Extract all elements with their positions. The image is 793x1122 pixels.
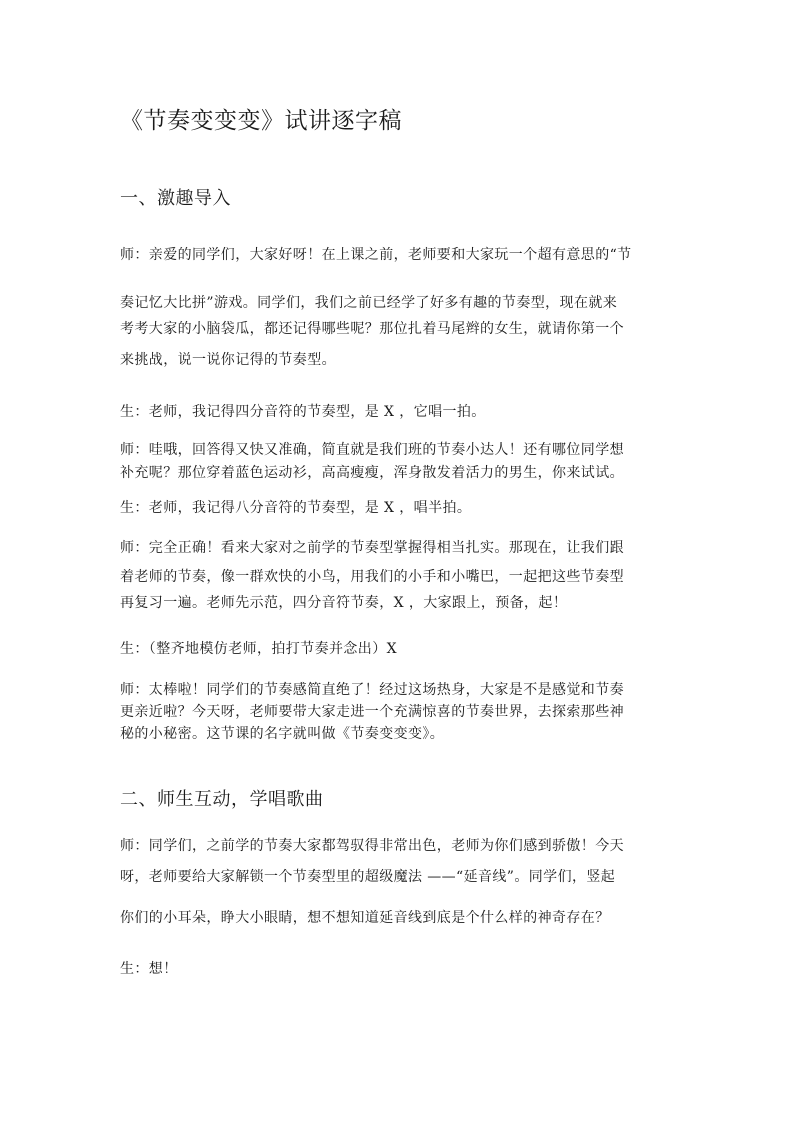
document-title: 《节奏变变变》试讲逐字稿: [120, 108, 402, 134]
text-line: 生：（整齐地模仿老师，拍打节奏并念出）X: [120, 641, 397, 657]
text-line: 师：同学们，之前学的节奏大家都驾驭得非常出色，老师为你们感到骄傲！今天: [120, 838, 624, 854]
text-line: 考考大家的小脑袋瓜，都还记得哪些呢？那位扎着马尾辫的女生，就请你第一个: [120, 321, 624, 337]
text-line: 你们的小耳朵，睁大小眼睛，想不想知道延音线到底是个什么样的神奇存在？: [120, 910, 610, 926]
text-line: 生：老师，我记得八分音符的节奏型，是 X ，唱半拍。: [120, 500, 472, 516]
text-line: 更亲近啦？今天呀，老师要带大家走进一个充满惊喜的节奏世界，去探索那些神: [120, 704, 624, 720]
text-line: 着老师的节奏，像一群欢快的小鸟，用我们的小手和小嘴巴，一起把这些节奏型: [120, 569, 624, 585]
text-line: 师：哇哦，回答得又快又准确，简直就是我们班的节奏小达人！还有哪位同学想: [120, 442, 624, 458]
text-line: 秘的小秘密。这节课的名字就叫做《节奏变变变》。: [120, 726, 445, 742]
text-line: 生：老师，我记得四分音符的节奏型，是 X ，它唱一拍。: [120, 404, 486, 420]
text-line: 师：亲爱的同学们，大家好呀！在上课之前，老师要和大家玩一个超有意思的“节: [120, 247, 632, 263]
text-line: 生：想！: [120, 961, 178, 977]
section-heading: 一、激趣导入: [120, 188, 231, 209]
text-line: 来挑战，说一说你记得的节奏型。: [120, 352, 336, 368]
text-line: 师：完全正确！看来大家对之前学的节奏型掌握得相当扎实。那现在，让我们跟: [120, 540, 624, 556]
text-line: 再复习一遍。老师先示范，四分音符节奏，X ，大家跟上，预备，起！: [120, 595, 568, 611]
text-line: 补充呢？那位穿着蓝色运动衫，高高瘦瘦，浑身散发着活力的男生，你来试试。: [120, 465, 624, 481]
text-line: 奏记忆大比拼”游戏。同学们，我们之前已经学了好多有趣的节奏型，现在就来: [120, 295, 618, 311]
text-line: 呀，老师要给大家解锁一个节奏型里的超级魔法 ——“延音线”。同学们，竖起: [120, 869, 616, 885]
section-heading: 二、师生互动，学唱歌曲: [120, 789, 324, 810]
text-line: 师：太棒啦！同学们的节奏感简直绝了！经过这场热身，大家是不是感觉和节奏: [120, 682, 624, 698]
